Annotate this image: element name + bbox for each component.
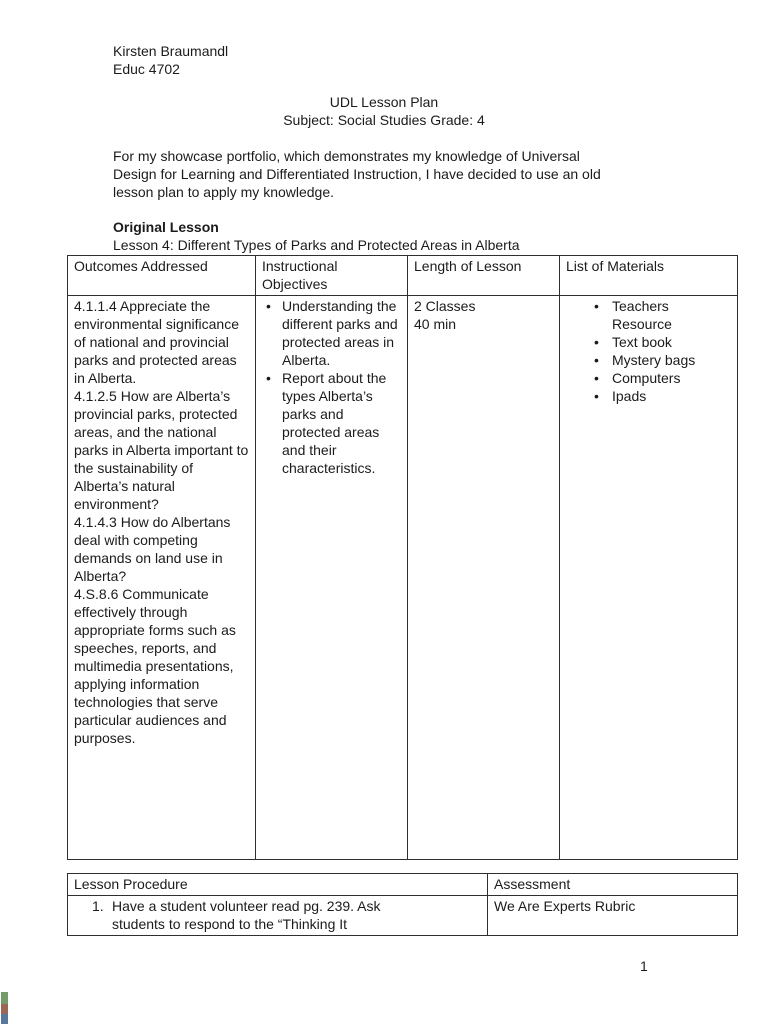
doc-subtitle: Subject: Social Studies Grade: 4 xyxy=(283,112,485,128)
materials-list xyxy=(590,297,731,405)
lesson-overview-body-row xyxy=(68,296,738,860)
lesson-title: Lesson 4: Different Types of Parks and Protected Areas in Alberta xyxy=(113,237,520,253)
outcome-item: 4.1.1.4 Appreciate the environmental significance of national and provincial parks and protected areas in Alberta. xyxy=(74,298,239,386)
header-assessment: Assessment xyxy=(488,874,738,896)
author-block xyxy=(113,42,228,78)
material-item: • Ipads xyxy=(590,387,731,405)
course-code: Educ 4702 xyxy=(113,61,180,77)
outcome-item: 4.S.8.6 Communicate effectively through appropriate forms such as speeches, reports, and multimedia presentations, applying information technologies that serve particular audiences and purposes. xyxy=(74,586,236,746)
header-materials: List of Materials xyxy=(560,256,738,296)
material-item: • Mystery bags xyxy=(590,351,731,369)
outcome-item: 4.1.4.3 How do Albertans deal with competing demands on land use in Alberta? xyxy=(74,514,231,584)
objectives-list xyxy=(262,297,401,477)
procedure-header-row xyxy=(68,874,738,896)
objective-item: • Report about the types Alberta’s parks and protected areas and their characteristics. xyxy=(262,369,401,477)
outcomes-cell xyxy=(68,296,256,860)
header-lesson-procedure: Lesson Procedure xyxy=(68,874,488,896)
doc-title-block xyxy=(0,93,768,129)
assessment-cell: We Are Experts Rubric xyxy=(488,896,738,936)
objectives-cell xyxy=(256,296,408,860)
next-page-preview-sliver xyxy=(1,992,8,1024)
objective-item: • Understanding the different parks and protected areas in Alberta. xyxy=(262,297,401,369)
author-name: Kirsten Braumandl xyxy=(113,43,229,59)
materials-cell xyxy=(560,296,738,860)
page-number: 1 xyxy=(640,958,648,974)
procedure-table xyxy=(67,873,738,936)
procedure-cell xyxy=(68,896,488,936)
header-outcomes: Outcomes Addressed xyxy=(68,256,256,296)
length-line: 2 Classes xyxy=(414,298,476,314)
outcome-item: 4.1.2.5 How are Alberta’s provincial parks, protected areas, and the national parks in Alberta important to the sustainability of Alberta’s natural environment? xyxy=(74,388,249,512)
lesson-overview-table xyxy=(67,255,738,860)
material-item: • Computers xyxy=(590,369,731,387)
section-heading: Original Lesson xyxy=(113,219,219,235)
procedure-step: Have a student volunteer read pg. 239. Ask students to respond to the “Thinking It xyxy=(112,898,381,932)
procedure-body-row xyxy=(68,896,738,936)
doc-title: UDL Lesson Plan xyxy=(329,94,439,110)
length-cell xyxy=(408,296,560,860)
lesson-overview-header-row xyxy=(68,256,738,296)
material-item: • Teachers Resource xyxy=(590,297,731,333)
procedure-steps-list xyxy=(92,897,481,933)
length-line: 40 min xyxy=(414,316,457,332)
header-objectives: Instructional Objectives xyxy=(256,256,408,296)
material-item: • Text book xyxy=(590,333,731,351)
intro-paragraph: For my showcase portfolio, which demonstrates my knowledge of Universal Design for Learning and Differentiated Instruction, I have decided to use an old lesson plan to apply my knowledge. xyxy=(113,148,601,200)
lesson-heading-block xyxy=(113,218,733,254)
header-length: Length of Lesson xyxy=(408,256,560,296)
